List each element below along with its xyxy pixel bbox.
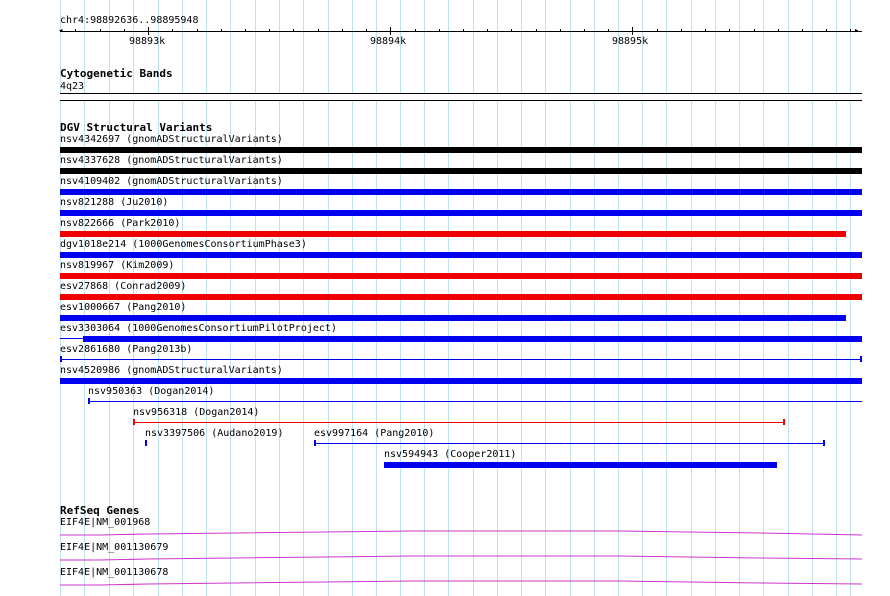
feature-label[interactable]: nsv3397506 (Audano2019) — [145, 428, 284, 439]
feature-bar[interactable] — [60, 315, 846, 321]
feature-bar[interactable] — [60, 252, 862, 258]
ruler-minor-tick — [318, 29, 319, 32]
ruler-label-98895k: 98895k — [612, 36, 649, 47]
feature-endcap — [823, 440, 825, 446]
ruler-label-98894k: 98894k — [370, 36, 407, 47]
ruler-minor-tick — [366, 29, 367, 32]
feature-label[interactable]: esv27868 (Conrad2009) — [60, 281, 187, 292]
cytoband-label[interactable]: 4q23 — [60, 81, 85, 92]
feature-label[interactable]: nsv4520986 (gnomADStructuralVariants) — [60, 365, 283, 376]
ruler-minor-tick — [439, 29, 440, 32]
ruler-major-tick — [632, 27, 633, 35]
ruler-minor-tick — [342, 29, 343, 32]
ruler-minor-tick — [754, 29, 755, 32]
gene-model[interactable] — [60, 578, 862, 588]
gene-label[interactable]: EIF4E|NM_001130678 — [60, 567, 169, 578]
feature-label[interactable]: nsv4342697 (gnomADStructuralVariants) — [60, 134, 283, 145]
feature-label[interactable]: nsv956318 (Dogan2014) — [133, 407, 260, 418]
ruler-minor-tick — [826, 29, 827, 32]
feature-label[interactable]: nsv4109402 (gnomADStructuralVariants) — [60, 176, 283, 187]
ruler-right-arrow-icon: ▸ — [854, 26, 860, 36]
ruler-minor-tick — [657, 29, 658, 32]
feature-label[interactable]: nsv950363 (Dogan2014) — [88, 386, 215, 397]
ruler-left-arrow-icon: ◂ — [58, 26, 64, 36]
ruler-minor-tick — [802, 29, 803, 32]
feature-label[interactable]: esv997164 (Pang2010) — [314, 428, 435, 439]
ruler-minor-tick — [245, 29, 246, 32]
ruler-minor-tick — [560, 29, 561, 32]
ruler-minor-tick — [487, 29, 488, 32]
feature-label[interactable]: esv3303064 (1000GenomesConsortiumPilotProject) — [60, 323, 337, 334]
ruler-minor-tick — [536, 29, 537, 32]
feature-label[interactable]: nsv4337628 (gnomADStructuralVariants) — [60, 155, 283, 166]
feature-endcap — [133, 419, 135, 425]
feature-bar[interactable] — [60, 273, 862, 279]
feature-label[interactable]: esv2861680 (Pang2013b) — [60, 344, 193, 355]
feature-bar-thin[interactable] — [314, 443, 825, 444]
ruler-minor-tick — [608, 29, 609, 32]
ruler-major-tick — [148, 27, 149, 35]
feature-label[interactable]: nsv822666 (Park2010) — [60, 218, 181, 229]
ruler-minor-tick — [100, 29, 101, 32]
ruler-minor-tick — [705, 29, 706, 32]
feature-endcap — [860, 356, 862, 362]
feature-label[interactable]: dgv1018e214 (1000GenomesConsortiumPhase3) — [60, 239, 307, 250]
ruler-minor-tick — [221, 29, 222, 32]
ruler-axis-line — [60, 31, 862, 32]
feature-label[interactable]: nsv594943 (Cooper2011) — [384, 449, 517, 460]
gene-label[interactable]: EIF4E|NM_001968 — [60, 517, 151, 528]
ruler-minor-tick — [124, 29, 125, 32]
gene-model[interactable] — [60, 553, 862, 563]
feature-bar-thin[interactable] — [88, 401, 862, 402]
ruler-minor-tick — [681, 29, 682, 32]
ruler-minor-tick — [75, 29, 76, 32]
ruler-minor-tick — [850, 29, 851, 32]
ruler-minor-tick — [778, 29, 779, 32]
feature-bar[interactable] — [60, 294, 862, 300]
ruler-minor-tick — [293, 29, 294, 32]
feature-label[interactable]: esv1000667 (Pang2010) — [60, 302, 187, 313]
ruler-coordinates: chr4:98892636..98895948 — [60, 15, 199, 26]
dgv-track-title: DGV Structural Variants — [60, 121, 213, 134]
ruler-minor-tick — [269, 29, 270, 32]
ruler-minor-tick — [172, 29, 173, 32]
ruler-minor-tick — [584, 29, 585, 32]
feature-endcap — [88, 398, 90, 404]
feature-bar[interactable] — [60, 147, 862, 153]
feature-bar[interactable] — [60, 168, 862, 174]
ruler-major-tick — [390, 27, 391, 35]
ruler-minor-tick — [511, 29, 512, 32]
ruler-minor-tick — [463, 29, 464, 32]
feature-bar[interactable] — [60, 378, 862, 384]
gene-model[interactable] — [60, 528, 862, 538]
feature-label[interactable]: nsv819967 (Kim2009) — [60, 260, 175, 271]
feature-endcap[interactable] — [145, 440, 147, 446]
feature-bar[interactable] — [60, 189, 862, 195]
feature-endcap — [60, 356, 62, 362]
feature-bar-thin[interactable] — [60, 359, 862, 360]
feature-endcap — [783, 419, 785, 425]
cytoband-track-title: Cytogenetic Bands — [60, 67, 173, 80]
gene-intron-line — [60, 556, 862, 560]
feature-endcap — [314, 440, 316, 446]
ruler-minor-tick — [415, 29, 416, 32]
feature-label[interactable]: nsv821288 (Ju2010) — [60, 197, 169, 208]
ruler-minor-tick — [729, 29, 730, 32]
cytoband-bar[interactable] — [60, 93, 862, 101]
ruler-minor-tick — [197, 29, 198, 32]
gene-intron-line — [60, 581, 862, 585]
feature-bar-thin[interactable] — [133, 422, 785, 423]
feature-bar[interactable] — [83, 336, 862, 342]
feature-bar[interactable] — [60, 231, 846, 237]
feature-bar[interactable] — [384, 462, 777, 468]
refseq-track-title: RefSeq Genes — [60, 504, 140, 517]
feature-bar-thin[interactable] — [60, 338, 84, 339]
gene-intron-line — [60, 531, 862, 535]
feature-bar[interactable] — [60, 210, 862, 216]
ruler-label-98893k: 98893k — [129, 36, 166, 47]
gene-label[interactable]: EIF4E|NM_001130679 — [60, 542, 169, 553]
